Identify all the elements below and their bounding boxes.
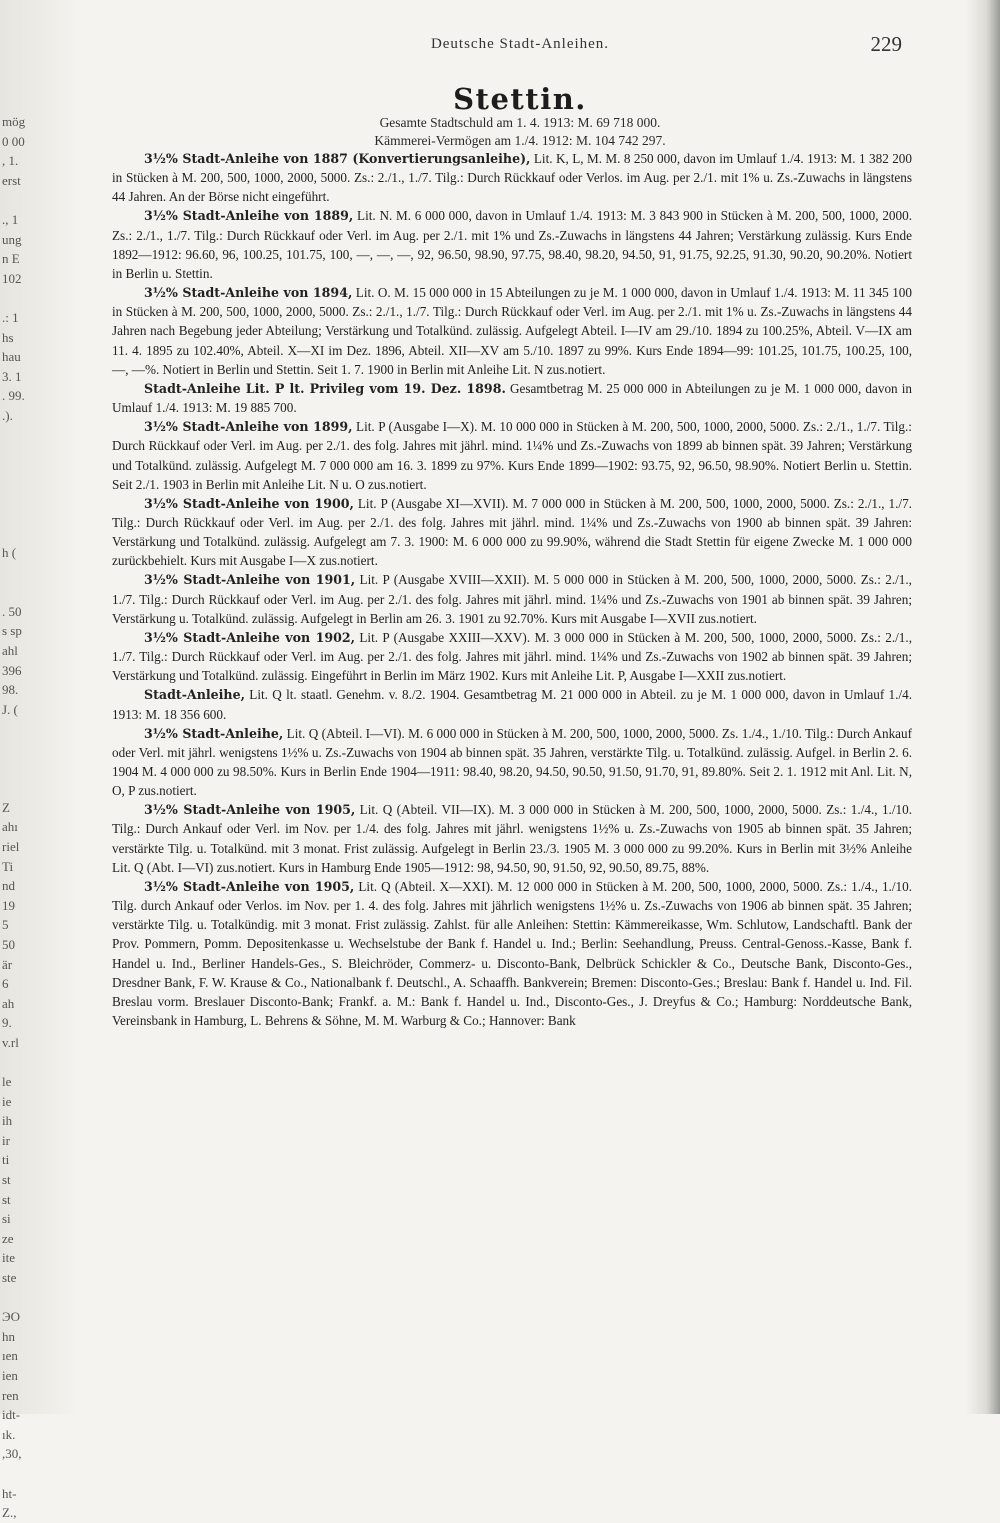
margin-fragment: erst	[2, 172, 21, 188]
margin-fragment: nd	[2, 878, 15, 894]
margin-fragment: 9.	[2, 1015, 12, 1031]
debt-summary	[80, 114, 960, 150]
margin-fragment: ste	[2, 1270, 17, 1286]
bond-heading: 3½% Stadt-Anleihe von 1905,	[144, 802, 356, 818]
margin-fragment	[2, 190, 66, 210]
margin-fragment: ık.	[2, 1426, 16, 1442]
margin-fragment: 19	[2, 897, 15, 913]
margin-fragment: 396	[2, 662, 22, 678]
margin-fragment: si	[2, 1211, 11, 1227]
bond-text: Lit. O. M. 15 000 000 in 15 Abteilungen zu je M. 1 000 000, davon in Umlauf 1./4. 1913: M. 11 345 100 in Stücken à M. 200, 500, 1000, 2000, 5000. Zs.: 2./1., 1./7. Tilg.: Durch Rückkauf oder Verl. im Aug. per 2./1. mit 1% u. Zs.-Zuwachs in längstens 44 Jahren nach Begebung jeder Abteilung; Verstärkung und Totalkünd. zulässig. Aufgelegt Abteil. I—IV am 29./10. 1894 zu 100.25%, Abteil. V—IX am 11. 4. 1895 zu 102.40%, Abteil. X—XI im Dez. 1896, Abteil. XII—XV am 5./10. 1897 zu 99%. Kurs Ende 1894—99: 101.25, 101.75, 100.25, 100, —, —%. Notiert in Berlin und Stettin. Seit 1. 7. 1900 in Berlin mit Anleihe Lit. N zus.notiert.	[112, 285, 912, 377]
margin-fragment	[2, 1053, 66, 1073]
bond-entry	[112, 570, 912, 627]
summary-line: Gesamte Stadtschuld am 1. 4. 1913: M. 69 718 000.	[379, 115, 661, 130]
bond-entry	[112, 724, 912, 801]
bond-heading: 3½% Stadt-Anleihe von 1905,	[144, 878, 355, 894]
margin-fragment: ., 1	[2, 211, 19, 227]
bond-text: Gesamtbetrag M. 25 000 000 in Abteilungen zu je M. 1 000 000, davon in Umlauf 1./4. 1913: M. 19 885 700.	[112, 380, 912, 416]
margin-fragment: ren	[2, 1387, 19, 1403]
margin-fragment: ze	[2, 1230, 14, 1246]
bond-heading: Stadt-Anleihe Lit. P lt. Privileg vom 19. Dez. 1898.	[144, 380, 506, 396]
bond-entry	[112, 628, 912, 685]
margin-fragment: , 1.	[2, 153, 19, 169]
bond-heading: 3½% Stadt-Anleihe von 1901,	[144, 572, 356, 588]
margin-fragment: 6	[2, 976, 9, 992]
bond-entry	[112, 685, 912, 723]
margin-fragment: hs	[2, 329, 14, 345]
margin-fragment: 50	[2, 936, 15, 952]
margin-fragment	[2, 563, 66, 583]
margin-fragment: .).	[2, 407, 13, 423]
margin-fragment: h (	[2, 545, 17, 561]
summary-line: Kämmerei-Vermögen am 1./4. 1912: M. 104 742 297.	[374, 133, 666, 148]
margin-fragment	[2, 445, 66, 465]
margin-fragment: . 99.	[2, 388, 25, 404]
margin-fragment: Z	[2, 799, 10, 815]
city-title: Stettin.	[453, 82, 587, 116]
margin-fragment	[2, 719, 66, 739]
bond-text: Lit. Q (Abteil. X—XXI). M. 12 000 000 in Stücken à M. 200, 500, 1000, 2000, 5000. Zs.: 1./4., 1./10. Tilg. durch Ankauf oder Verlos. im Nov. per 1. 4. des folg. Jahres mit jährlich wenigstens 1½% u. Zs.-Zuwachs von 1906 ab binnen spät. 35 Jahren; verstärkte Tilg. u. Totalkündig. mit 3 monat. Frist zulässig. Zahlst. für alle Anleihen: Stettin: Kämmereikasse, Wm. Schlutow, Landschaftl. Bank der Prov. Pommern, Pomm. Depositenkasse u. Wechselstube der Bank f. Handel u. Ind.; Berlin: Seehandlung, Preuss. Central-Genoss.-Kasse, Bank f. Handel u. Ind., Berliner Handels-Ges., S. Bleichröder, Commerz- u. Disconto-Bank, Delbrück Schickler & Co., Deutsche Bank, Disconto-Ges., Dresdner Bank, F. W. Krause & Co., Nationalbank f. Deutschl., A. Schaaffh. Bankverein; Bremen: Disconto-Ges.; Breslau: Bank f. Handel u. Ind. Fil. Breslau vorm. Breslauer Disconto-Bank; Frankf. a. M.: Bank f. Handel u. Ind., Disconto-Ges., J. Dreyfus & Co.; Hamburg: Norddeutsche Bank, Vereinsbank in Hamburg, L. Behrens & Söhne, M. M. Warburg & Co.; Hannover: Bank	[112, 878, 913, 1029]
margin-fragment: . 50	[2, 603, 22, 619]
bond-text: Lit. Q (Abteil. I—VI). M. 6 000 000 in Stücken à M. 200, 500, 1000, 2000, 5000. Zs. 1./4., 1./10. Tilg.: Durch Ankauf oder Verl. mit jährl. wenigstens 1½% u. Zs.-Zuwachs von 1904 ab binnen spät. 35 Jahren, verstärkte Tilg. u. Totalkünd. zulässig. Aufgel. in Berlin 2. 6. 1904 M. 4 000 000 zu 98.50%. Kurs in Berlin Ende 1904—1911: 98.40, 98.20, 94.50, 90.50, 91.50, 91.70, 91, 89.80%. Seit 2. 1. 1912 mit Anl. Lit. N, O, P zus.notiert.	[112, 725, 912, 799]
margin-fragment: Ti	[2, 858, 14, 874]
bond-entry	[112, 494, 912, 571]
bond-heading: 3½% Stadt-Anleihe von 1902,	[144, 629, 356, 645]
bond-entries	[112, 149, 912, 1030]
margin-fragment: ir	[2, 1132, 10, 1148]
bond-text: Lit. N. M. 6 000 000, davon in Umlauf 1./4. 1913: M. 3 843 900 in Stücken à M. 200, 500, 1000, 2000. Zs.: 2./1., 1./7. Tilg.: Durch Rückkauf oder Verl. im Aug. per 2./1. mit 1% und Zs.-Zuwachs in längstens 44 Jahren; Verstärkung zulässig. Kurs Ende 1892—1912: 96.60, 96, 100.25, 101.75, 100, —, —, —, 92, 96.50, 98.90, 97.75, 98.40, 98.20, 94.50, 91, 91.75, 92.25, 91.30, 90.20, 90.20%. Notiert in Berlin u. Stettin.	[112, 208, 912, 281]
bond-entry	[112, 379, 912, 417]
margin-fragment: 3. 1	[2, 368, 22, 384]
margin-fragment: 0 00	[2, 133, 25, 149]
bond-heading: 3½% Stadt-Anleihe von 1889,	[144, 208, 354, 224]
bond-text: Lit. P (Ausgabe XVIII—XXII). M. 5 000 000 in Stücken à M. 200, 500, 1000, 2000, 5000. Zs.: 2./1., 1./7. Tilg.: Durch Rückkauf oder Verl. im Aug. per 2./1. des folg. Jahres mit jährl. mind. 1¼% und Zs.-Zuwachs von 1901 ab binnen spät. 39 Jahren; Verstärkung u. Totalkünd. zulässig. Aufgelegt in Berlin am 26. 3. 1901 zu 92.70%. Kurs mit Ausgabe I—XVII zus.notiert.	[112, 572, 912, 626]
margin-fragment: 98.	[2, 682, 19, 698]
margin-fragment	[2, 759, 66, 779]
bond-heading: 3½% Stadt-Anleihe von 1899,	[144, 419, 353, 435]
margin-fragment: ah	[2, 995, 15, 1011]
margin-fragment	[2, 582, 66, 602]
running-title: Deutsche Stadt-Anleihen.	[430, 36, 610, 52]
bond-entry	[112, 206, 912, 283]
bond-heading: 3½% Stadt-Anleihe von 1900,	[144, 495, 354, 511]
margin-fragment: mög	[2, 114, 26, 129]
bond-heading: Stadt-Anleihe,	[144, 687, 245, 703]
margin-fragment: Z.,	[2, 1505, 17, 1521]
bond-entry	[112, 149, 912, 206]
margin-fragment: s sp	[2, 623, 22, 639]
bond-text: Lit. P (Ausgabe I—X). M. 10 000 000 in Stücken à M. 200, 500, 1000, 2000, 5000. Zs.: 2./1., 1./7. Tilg.: Durch Rückkauf oder Verl. im Aug. per 2./1. des folg. Jahres mit jährl. mind. 1¼% und Zs.-Zuwachs von 1899 ab binnen spät. 39 Jahren; Verstärkung und Totalkünd. zulässig. Aufgelegt M. 7 000 000 am 16. 3. 1899 zu 97%. Kurs Ende 1899—1902: 93.75, 92, 96.50, 98.90%. Notiert Berlin u. Stettin. Seit 2./1. 1903 in Berlin mit Anleihe Lit. N u. O zus.notiert.	[112, 419, 912, 492]
margin-fragment	[2, 739, 66, 759]
margin-fragment: .: 1	[2, 309, 19, 325]
margin-fragment: ahl	[2, 643, 18, 659]
margin-fragment: ht-	[2, 1485, 17, 1501]
bond-heading: 3½% Stadt-Anleihe von 1894,	[144, 285, 353, 301]
margin-fragment: st	[2, 1172, 11, 1188]
margin-fragment: ЭO	[2, 1309, 20, 1325]
margin-fragment: ıen	[2, 1348, 18, 1364]
margin-fragment	[2, 288, 66, 308]
page-header	[80, 30, 960, 60]
margin-fragment: ite	[2, 1250, 15, 1266]
right-page-edge	[966, 0, 1000, 1414]
margin-fragment: ti	[2, 1152, 10, 1168]
bond-entry	[112, 877, 912, 1030]
left-page-edge	[0, 0, 78, 1521]
left-margin-fragments	[2, 112, 66, 1523]
margin-fragment: ung	[2, 231, 22, 247]
bond-text: Lit. Q lt. staatl. Genehm. v. 8./2. 1904. Gesamtbetrag M. 21 000 000 in Abteil. zu je M. 1 000 000, davon in Umlauf 1./4. 1913: M. 18 356 600.	[112, 687, 912, 722]
margin-fragment: le	[2, 1074, 12, 1090]
margin-fragment: n E	[2, 251, 20, 267]
margin-fragment: ien	[2, 1368, 18, 1383]
margin-fragment: J. (	[2, 701, 18, 717]
margin-fragment	[2, 465, 66, 485]
margin-fragment: 102	[2, 270, 22, 286]
bond-entry	[112, 283, 912, 379]
margin-fragment: idt-	[2, 1407, 21, 1423]
margin-fragment	[2, 523, 66, 543]
bond-text: Lit. P (Ausgabe XXIII—XXV). M. 3 000 000 in Stücken à M. 200, 500, 1000, 2000, 5000. Zs.: 2./1., 1./7. Tilg.: Durch Rückkauf oder Verl. im Aug. per 2./1. des folg. Jahres mit jährl. mind. 1¼% und Zs.-Zuwachs von 1902 ab binnen spät. 39 Jahren; Verstärkung und Totalkünd. zulässig. Eingeführt in Berlin im März 1902. Kurs mit Anleihe Lit. P, Ausgabe I—XXII zus.notiert.	[112, 629, 912, 684]
margin-fragment	[2, 504, 66, 524]
margin-fragment: hau	[2, 349, 21, 365]
bond-text: Lit. Q (Abteil. VII—IX). M. 3 000 000 in Stücken à M. 200, 500, 1000, 2000, 5000. Zs.: 1./4., 1./10. Tilg.: Durch Ankauf oder Verl. im Nov. per 1./4. des folg. Jahres mit jährl. wenigstens 1½% u. Zs.-Zuwachs von 1905 ab binnen spät. 35 Jahren; verstärkte Tilg. u. Totalkünd. mit 3 monat. Frist zulässig. Aufgelegt in Berlin 23./3. 1905 M. 3 000 000 zu 99.20%. Kurs in Berlin mit 3½% Anleihe Lit. Q (Abt. I—VI) zus.notiert. Kurs in Hamburg Ende 1905—1912: 98, 94.50, 90, 91.50, 92, 90.50, 89.75, 88%.	[112, 802, 912, 875]
bond-text: Lit. K, L, M. M. 8 250 000, davon im Umlauf 1./4. 1913: M. 1 382 200 in Stücken à M. 200, 500, 1000, 2000, 5000. Zs.: 2./1., 1./7. Tilg.: Durch Rückkauf oder Verlos. im Aug. per 2./1. mit 1% u. Zs.-Zuwachs in längstens 44 Jahren. An der Börse nicht eingeführt.	[112, 151, 912, 205]
margin-fragment: riel	[2, 838, 20, 854]
bond-heading: 3½% Stadt-Anleihe,	[144, 725, 284, 741]
margin-fragment: 5	[2, 917, 9, 933]
margin-fragment: ahı	[2, 819, 18, 835]
margin-fragment: ,30,	[2, 1446, 22, 1462]
bond-heading: 3½% Stadt-Anleihe von 1887 (Konvertierungsanleihe),	[144, 151, 531, 166]
margin-fragment	[2, 426, 66, 446]
margin-fragment	[2, 1464, 66, 1484]
margin-fragment: hn	[2, 1328, 15, 1344]
margin-fragment	[2, 778, 66, 798]
margin-fragment: ie	[2, 1093, 12, 1109]
margin-fragment: är	[2, 956, 13, 972]
bond-text: Lit. P (Ausgabe XI—XVII). M. 7 000 000 in Stücken à M. 200, 500, 1000, 2000, 5000. Zs.: 2./1., 1./7. Tilg.: Durch Rückkauf oder Verl. im Aug. per 2./1. des folg. Jahres mit jährl. mind. 1¼% und Zs.-Zuwachs von 1900 ab binnen spät. 39 Jahren: Verstärkung und Totalkünd. zulässig. Aufgelegt am 7. 3. 1900: M. 6 000 000 zu 99.90%, während die Stadt Stettin für eigene Zwecke M. 1 000 000 zurückbehielt. Kurs mit Ausgabe I—X zus.notiert.	[112, 495, 912, 569]
bond-entry	[112, 800, 912, 877]
page-number: 229	[870, 32, 902, 56]
margin-fragment: ih	[2, 1113, 13, 1129]
bond-entry	[112, 417, 912, 494]
margin-fragment	[2, 1288, 66, 1308]
margin-fragment	[2, 484, 66, 504]
margin-fragment: v.rl	[2, 1034, 19, 1050]
margin-fragment: st	[2, 1191, 11, 1207]
